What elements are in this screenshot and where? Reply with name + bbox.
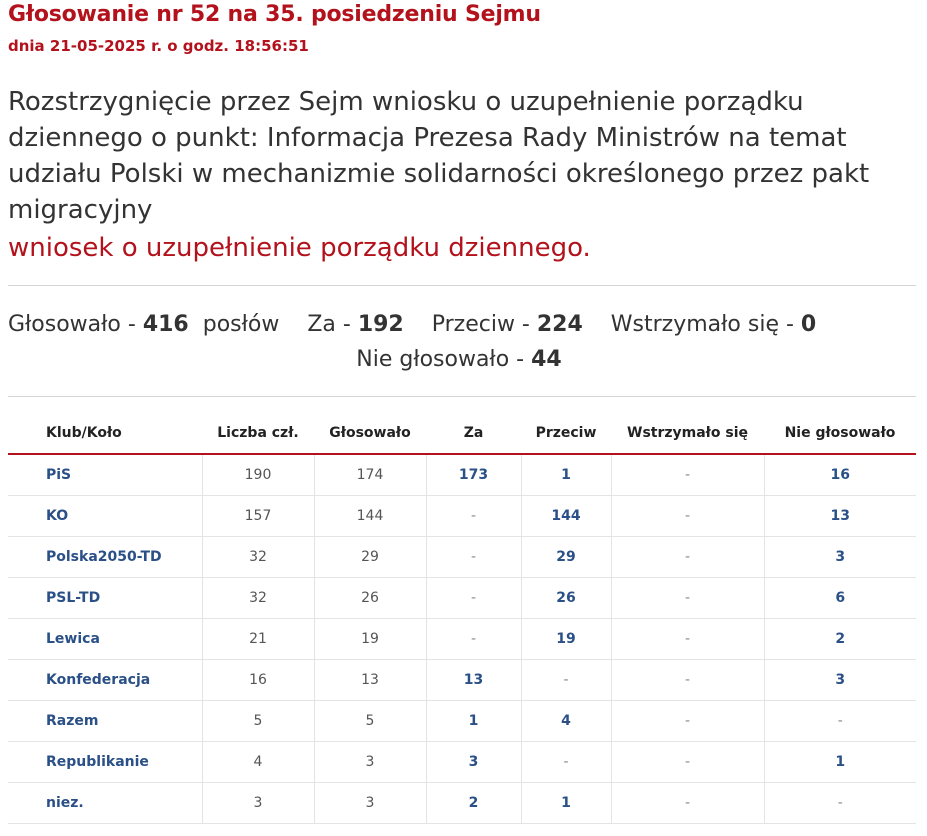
members-count: 16 xyxy=(202,660,314,701)
club-name xyxy=(8,496,202,537)
against-count[interactable]: 19 xyxy=(521,619,611,660)
for-count: - xyxy=(426,619,521,660)
club-link[interactable]: niez. xyxy=(46,795,84,811)
abstained-label: Wstrzymało się - xyxy=(610,312,794,337)
club-link[interactable]: Republikanie xyxy=(46,754,149,770)
table-row xyxy=(8,660,916,701)
club-name xyxy=(8,578,202,619)
club-link[interactable]: PiS xyxy=(46,467,72,483)
for-count: - xyxy=(426,496,521,537)
divider xyxy=(8,285,916,286)
abstained-count: - xyxy=(611,783,764,824)
motion-type: wniosek o uzupełnienie porządku dziennego. xyxy=(8,233,591,263)
club-link[interactable]: KO xyxy=(46,508,69,524)
members-count: 32 xyxy=(202,578,314,619)
members-count: 3 xyxy=(202,783,314,824)
against-count[interactable]: 144 xyxy=(521,496,611,537)
club-name xyxy=(8,701,202,742)
voted-count: 174 xyxy=(314,454,426,496)
for-count[interactable]: 1 xyxy=(426,701,521,742)
voted-count: 13 xyxy=(314,660,426,701)
not-voted-count[interactable]: 13 xyxy=(764,496,916,537)
voted-count: 416 xyxy=(142,312,189,337)
header-not-voted: Nie głosowało xyxy=(764,413,916,454)
table-row xyxy=(8,537,916,578)
not-voted-count[interactable]: 6 xyxy=(764,578,916,619)
abstained-count: - xyxy=(611,742,764,783)
header-club: Klub/Koło xyxy=(8,413,202,454)
club-name xyxy=(8,454,202,496)
club-name xyxy=(8,619,202,660)
table-row xyxy=(8,496,916,537)
header-against: Przeciw xyxy=(521,413,611,454)
voted-count: 3 xyxy=(314,783,426,824)
club-link[interactable]: Razem xyxy=(46,713,99,729)
table-row xyxy=(8,742,916,783)
against-count[interactable]: 29 xyxy=(521,537,611,578)
voted-count: 19 xyxy=(314,619,426,660)
against-count[interactable]: 26 xyxy=(521,578,611,619)
club-name xyxy=(8,783,202,824)
for-count: - xyxy=(426,537,521,578)
abstained-count: 0 xyxy=(800,312,817,337)
against-label: Przeciw - xyxy=(431,312,530,337)
for-count: - xyxy=(426,578,521,619)
header-for: Za xyxy=(426,413,521,454)
divider xyxy=(8,396,916,397)
not-voted-label: Nie głosowało - xyxy=(356,347,525,372)
abstained-count: - xyxy=(611,660,764,701)
vote-date: dnia 21-05-2025 r. o godz. 18:56:51 xyxy=(8,37,309,55)
header-abstained: Wstrzymało się xyxy=(611,413,764,454)
table-row xyxy=(8,701,916,742)
table-row xyxy=(8,454,916,496)
table-row xyxy=(8,783,916,824)
abstained-count: - xyxy=(611,578,764,619)
voted-label: Głosowało - xyxy=(8,312,136,337)
abstained-count: - xyxy=(611,701,764,742)
for-count[interactable]: 3 xyxy=(426,742,521,783)
members-count: 21 xyxy=(202,619,314,660)
vote-topic: Rozstrzygnięcie przez Sejm wniosku o uzupełnienie porządku dziennego o punkt: Informacja Prezesa Rady Ministrów na temat udziału Polski w mechanizmie solidarności określonego przez pakt migracyjny xyxy=(8,87,870,225)
vote-summary xyxy=(8,312,908,337)
for-count: 192 xyxy=(357,312,404,337)
for-count[interactable]: 13 xyxy=(426,660,521,701)
table-row xyxy=(8,578,916,619)
not-voted-count: - xyxy=(764,783,916,824)
voted-count: 26 xyxy=(314,578,426,619)
not-voted-count: 44 xyxy=(531,347,562,372)
members-count: 32 xyxy=(202,537,314,578)
voted-count: 3 xyxy=(314,742,426,783)
against-count: 224 xyxy=(536,312,583,337)
header-voted: Głosowało xyxy=(314,413,426,454)
against-count: - xyxy=(521,660,611,701)
club-name xyxy=(8,660,202,701)
for-count[interactable]: 173 xyxy=(426,454,521,496)
not-voted-count[interactable]: 16 xyxy=(764,454,916,496)
abstained-count: - xyxy=(611,537,764,578)
against-count: - xyxy=(521,742,611,783)
members-count: 4 xyxy=(202,742,314,783)
table-header-row xyxy=(8,413,916,454)
voted-count: 144 xyxy=(314,496,426,537)
mps-label: posłów xyxy=(202,312,280,337)
club-link[interactable]: Polska2050-TD xyxy=(46,549,162,565)
club-link[interactable]: PSL-TD xyxy=(46,590,101,606)
not-voted-count[interactable]: 3 xyxy=(764,660,916,701)
for-count[interactable]: 2 xyxy=(426,783,521,824)
club-name xyxy=(8,537,202,578)
not-voted-count[interactable]: 3 xyxy=(764,537,916,578)
against-count[interactable]: 1 xyxy=(521,454,611,496)
table-body xyxy=(8,454,916,824)
against-count[interactable]: 4 xyxy=(521,701,611,742)
abstained-count: - xyxy=(611,496,764,537)
for-label: Za - xyxy=(307,312,351,337)
table-row xyxy=(8,619,916,660)
abstained-count: - xyxy=(611,454,764,496)
members-count: 157 xyxy=(202,496,314,537)
members-count: 190 xyxy=(202,454,314,496)
voted-count: 29 xyxy=(314,537,426,578)
club-votes-table xyxy=(8,413,916,824)
header-members: Liczba czł. xyxy=(202,413,314,454)
not-voted-summary xyxy=(0,347,918,372)
club-link[interactable]: Konfederacja xyxy=(46,672,151,688)
not-voted-count[interactable]: 1 xyxy=(764,742,916,783)
voted-count: 5 xyxy=(314,701,426,742)
not-voted-count[interactable]: 2 xyxy=(764,619,916,660)
abstained-count: - xyxy=(611,619,764,660)
members-count: 5 xyxy=(202,701,314,742)
club-name xyxy=(8,742,202,783)
page-title: Głosowanie nr 52 na 35. posiedzeniu Sejmu xyxy=(8,2,541,27)
not-voted-count: - xyxy=(764,701,916,742)
against-count[interactable]: 1 xyxy=(521,783,611,824)
club-link[interactable]: Lewica xyxy=(46,631,100,647)
